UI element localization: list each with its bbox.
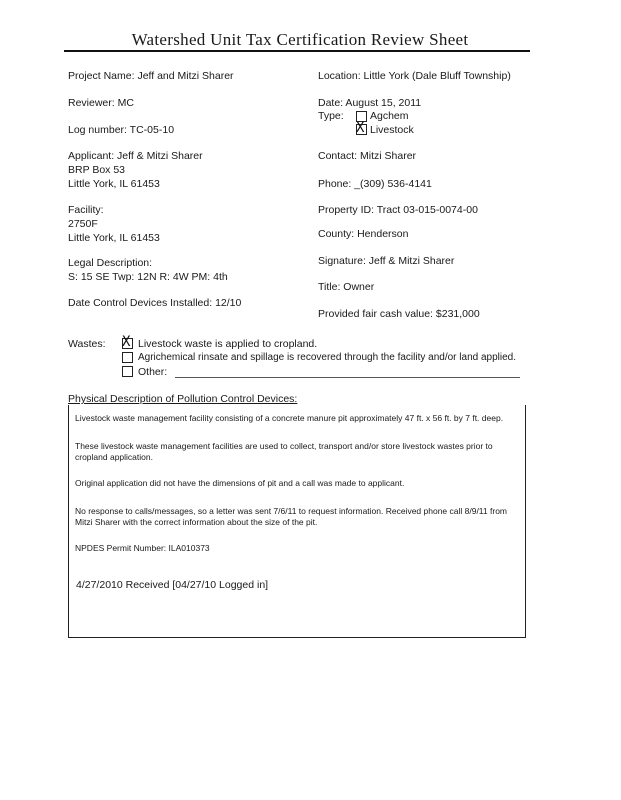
note-4: No response to calls/messages, so a letter was sent 7/6/11 to request information. Received phone call 8/9/11 from Mitzi Sharer with the correct information about the size of the pit. [75, 506, 507, 527]
legal-description-label: Legal Description: [68, 257, 153, 269]
physical-description-heading: Physical Description of Pollution Control Devices: [68, 393, 298, 405]
date: Date: August 15, 2011 [318, 97, 422, 109]
contact: Contact: Mitzi Sharer [318, 150, 417, 162]
wastes-other-blank [175, 377, 520, 378]
applicant: Applicant: Jeff & Mitzi Sharer [68, 150, 203, 162]
received-entry: 4/27/2010 Received [04/27/10 Logged in] [76, 579, 269, 591]
reviewer: Reviewer: MC [68, 97, 134, 109]
applicant-address-line: BRP Box 53 [68, 164, 126, 176]
provided-value: Provided fair cash value: $231,000 [318, 308, 480, 320]
facility-city-line: Little York, IL 61453 [68, 232, 160, 244]
wastes-livestock-option: Livestock waste is applied to cropland. [138, 338, 318, 350]
project-name: Project Name: Jeff and Mitzi Sharer [68, 70, 234, 82]
phone: Phone: _(309) 536-4141 [318, 178, 432, 190]
log-number: Log number: TC-05-10 [68, 124, 175, 136]
wastes-other-option: Other: [138, 366, 168, 378]
legal-description-value: S: 15 SE Twp: 12N R: 4W PM: 4th [68, 271, 228, 283]
title-field: Title: Owner [318, 281, 375, 293]
facility-address-line: 2750F [68, 218, 98, 230]
note-1: Livestock waste management facility consisting of a concrete manure pit approximately 47 ft. x 56 ft. by 7 ft. deep. [75, 413, 504, 423]
title-rule [64, 50, 530, 52]
physical-description-box [68, 405, 526, 638]
wastes-other-checkbox[interactable] [122, 366, 133, 377]
note-3: Original application did not have the dimensions of pit and a call was made to applicant. [75, 478, 405, 488]
note-5: NPDES Permit Number: ILA010373 [75, 543, 210, 553]
note-2: These livestock waste management facilities are used to collect, transport and/or store livestock wastes prior to cropland application. [75, 441, 493, 462]
type-label: Type: [318, 110, 344, 122]
property-id: Property ID: Tract 03-015-0074-00 [318, 204, 478, 216]
type-livestock-label: Livestock [370, 124, 414, 136]
signature: Signature: Jeff & Mitzi Sharer [318, 255, 455, 267]
page-title: Watershed Unit Tax Certification Review Sheet [131, 30, 469, 49]
date-installed: Date Control Devices Installed: 12/10 [68, 297, 242, 309]
type-agchem-label: Agchem [370, 110, 409, 122]
wastes-agrichemical-option: Agrichemical rinsate and spillage is recovered through the facility and/or land applied. [138, 352, 516, 363]
type-livestock-check-mark: X [356, 120, 365, 136]
applicant-city-line: Little York, IL 61453 [68, 178, 160, 190]
facility-label: Facility: [68, 204, 104, 216]
wastes-agrichemical-checkbox[interactable] [122, 352, 133, 363]
location: Location: Little York (Dale Bluff Township) [318, 70, 511, 82]
wastes-label: Wastes: [68, 338, 106, 350]
county: County: Henderson [318, 228, 409, 240]
wastes-livestock-check-mark: X [122, 334, 131, 350]
